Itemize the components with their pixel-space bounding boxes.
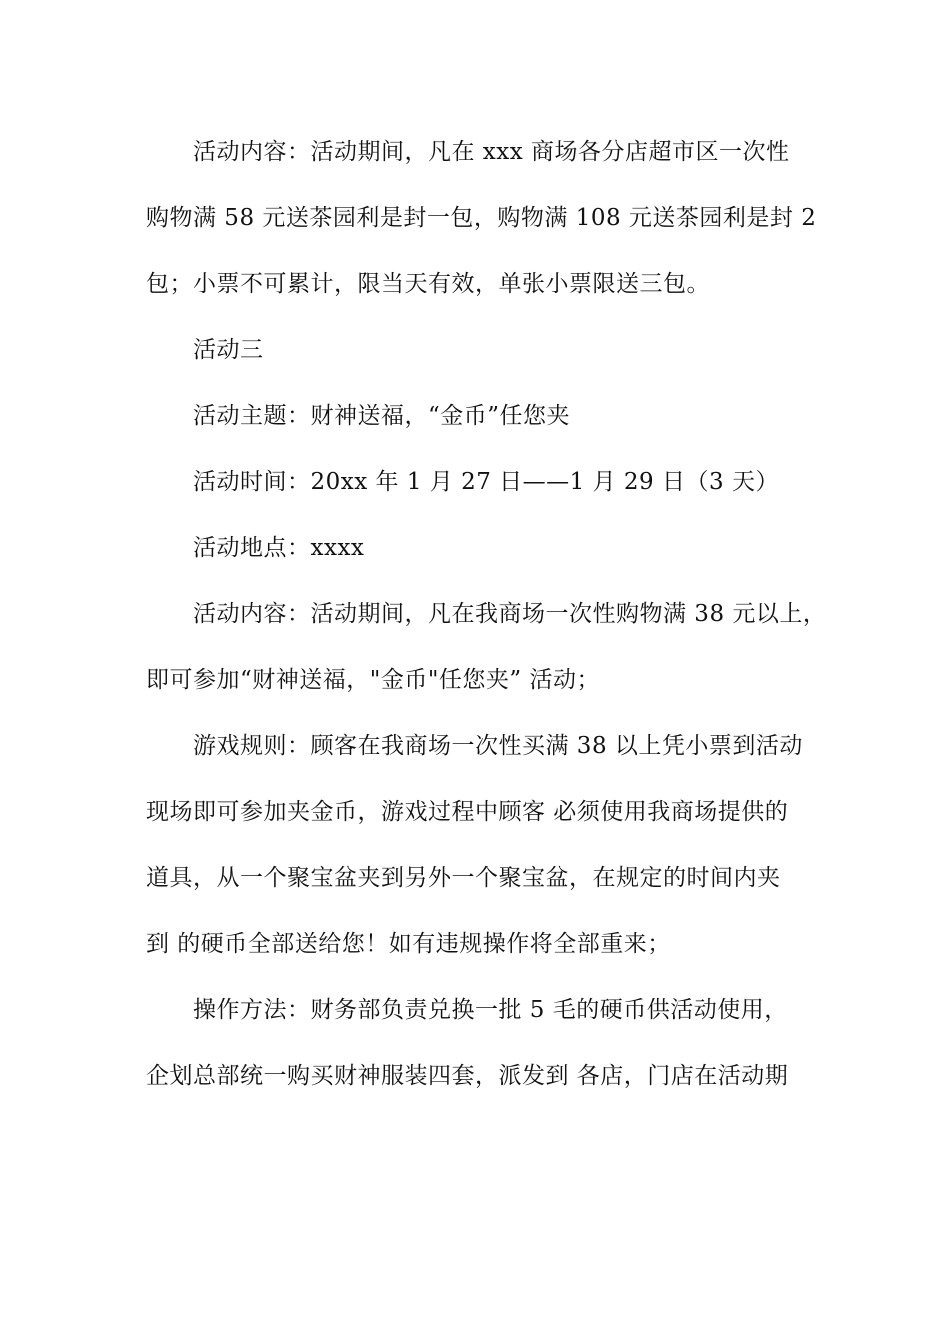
text-line: 现场即可参加夹金币，游戏过程中顾客 必须使用我商场提供的	[146, 799, 789, 825]
text-line: 到 的硬币全部送给您！如有违规操作将全部重来；	[146, 931, 671, 957]
paragraph-activity-content-1	[146, 128, 826, 308]
text-line: 即可参加“财神送福，"金币"任您夹” 活动；	[146, 667, 600, 693]
text-line: 操作方法：财务部负责兑换一批 5 毛的硬币供活动使用，	[193, 997, 788, 1023]
text-line: 活动地点：xxxx	[193, 535, 365, 561]
text-line: 活动主题：财神送福，“金币”任您夹	[193, 403, 571, 429]
text-line: 活动三	[193, 337, 264, 363]
paragraph-activity-theme	[146, 392, 826, 440]
text-line: 活动时间：20xx 年 1 月 27 日——1 月 29 日（3 天）	[193, 469, 779, 495]
paragraph-operation-method	[146, 986, 826, 1100]
text-line: 活动内容：活动期间，凡在 xxx 商场各分店超市区一次性	[193, 139, 790, 165]
text-line: 活动内容：活动期间，凡在我商场一次性购物满 38 元以上，	[193, 601, 827, 627]
paragraph-game-rules	[146, 722, 826, 968]
text-line: 道具，从一个聚宝盆夹到另外一个聚宝盆，在规定的时间内夹	[146, 865, 781, 891]
text-line: 游戏规则：顾客在我商场一次性买满 38 以上凭小票到活动	[193, 733, 803, 759]
text-line: 企划总部统一购买财神服装四套，派发到 各店，门店在活动期	[146, 1063, 789, 1089]
paragraph-activity-three	[146, 326, 826, 374]
paragraph-activity-location	[146, 524, 826, 572]
paragraph-activity-time	[146, 458, 826, 506]
text-line: 包；小票不可累计，限当天有效，单张小票限送三包。	[146, 271, 710, 297]
paragraph-activity-content-2	[146, 590, 826, 704]
document-body	[146, 128, 826, 1118]
text-line: 购物满 58 元送茶园利是封一包，购物满 108 元送茶园利是封 2	[146, 205, 817, 231]
